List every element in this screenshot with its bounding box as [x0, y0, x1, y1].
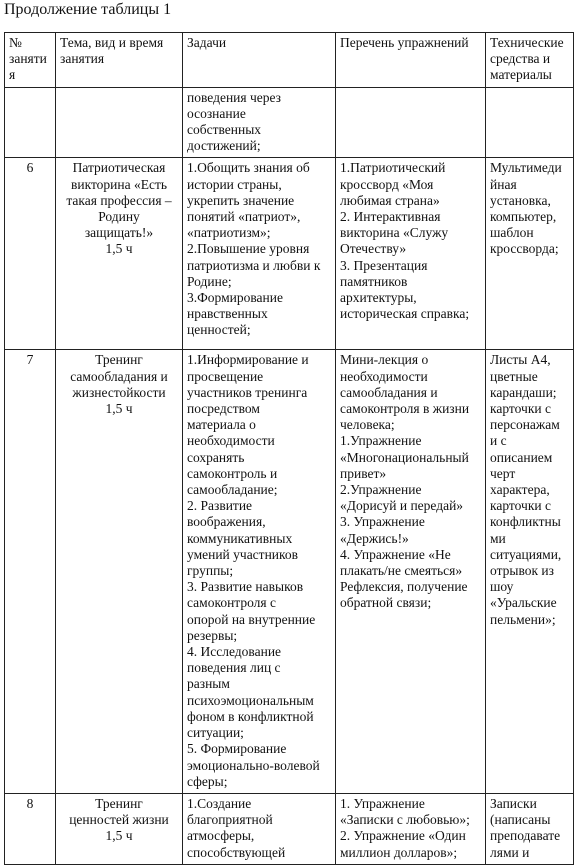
cell-line: плакать/не смеяться» [340, 563, 463, 579]
cell-line: разным [187, 676, 230, 692]
cell-line: Мини-лекция о [340, 352, 429, 368]
cell-line: 6 [26, 160, 34, 176]
cell-line: самоконтроль и [187, 465, 278, 481]
cell-num [5, 87, 56, 158]
cell-line: понятий «патриот», [187, 209, 301, 225]
cell-exercises [336, 350, 486, 793]
cell-line: архитектуры, [340, 290, 417, 306]
cell-line: 3. Развитие навыков [187, 579, 304, 595]
cell-line: «Записки с любовью»; [340, 812, 470, 828]
cell-line: характера, [490, 482, 550, 498]
cell-equipment [486, 158, 574, 350]
cell-line: участников тренинга [187, 384, 308, 400]
cell-line: самообладание; [187, 482, 278, 498]
cell-line: 2. Упражнение «Один [340, 828, 466, 844]
cell-equipment [486, 87, 574, 158]
cell-line: йная [490, 176, 517, 192]
cell-line: 3. Презентация [340, 257, 428, 273]
cell-line: 1.Информирование и [187, 352, 309, 368]
cell-line: викторина «Есть [70, 176, 168, 192]
cell-line: 3. Упражнение [340, 514, 425, 530]
cell-line: такая профессия – [66, 192, 172, 208]
lesson-table [4, 32, 574, 865]
cell-theme [56, 87, 183, 158]
cell-line: 5. Формирование [187, 741, 287, 757]
cell-line: самообладания и [70, 368, 168, 384]
cell-num [5, 793, 56, 864]
cell-line: патриотизма и любви к [187, 257, 321, 273]
cell-line: материала о [187, 417, 256, 433]
cell-line: обратной связи; [340, 595, 432, 611]
cell-line: любимая страна» [340, 192, 440, 208]
cell-line: карточки с [490, 401, 551, 417]
cell-line: кроссворда; [490, 241, 559, 257]
cell-line: эмоционально-волевой [187, 757, 320, 773]
cell-line: поведения лиц с [187, 660, 281, 676]
cell-line: описанием [490, 449, 553, 465]
cell-line: 4. Исследование [187, 644, 282, 660]
cell-line: собственных [187, 122, 262, 138]
cell-line: сферы; [187, 773, 228, 789]
cell-line: истории страны, [187, 176, 282, 192]
cell-line: карточки с [490, 498, 551, 514]
cell-tasks [183, 87, 336, 158]
cell-line: самообладания и [340, 384, 438, 400]
cell-line: укрепить значение [187, 192, 295, 208]
cell-line: Тренинг [95, 352, 143, 368]
cell-line: способствующей [187, 844, 286, 860]
cell-line: Перечень упражнений [340, 35, 469, 50]
cell-line: Листы А4, [490, 352, 551, 368]
cell-line: Рефлексия, получение [340, 579, 468, 595]
cell-line: 1. Упражнение [340, 795, 425, 811]
cell-line: просвещение [187, 368, 264, 384]
cell-line: № [9, 35, 22, 50]
cell-equipment [486, 793, 574, 864]
cell-tasks [183, 158, 336, 350]
cell-line: 4. Упражнение «Не [340, 546, 451, 562]
cell-line: установка, [490, 192, 551, 208]
cell-theme [56, 350, 183, 793]
cell-line: опорой на внутренние [187, 611, 316, 627]
cell-line: группы; [187, 563, 234, 579]
cell-line: историческая справка; [340, 306, 470, 322]
cell-line: умений участников [187, 546, 299, 562]
cell-line: атмосферы, [187, 828, 255, 844]
cell-line: необходимости [340, 368, 428, 384]
cell-line: Родине; [187, 273, 232, 289]
cell-exercises [336, 87, 486, 158]
cell-line: пельмени»; [490, 611, 556, 627]
cell-line: лями и [490, 844, 530, 860]
cell-line: Записки [490, 795, 537, 811]
cell-line: воображения, [187, 514, 266, 530]
cell-line: (написаны [490, 812, 551, 828]
cell-line: Отечеству» [340, 241, 407, 257]
cell-line: 1.Обощить знания об [187, 160, 310, 176]
cell-line: памятников [340, 273, 408, 289]
cell-line: ценностей жизни [69, 812, 169, 828]
table-header-row [5, 33, 574, 88]
header-theme [56, 33, 183, 88]
table-row [5, 158, 574, 350]
cell-line: 2. Интерактивная [340, 209, 441, 225]
header-num [5, 33, 56, 88]
cell-line: жизнестойкости [72, 384, 166, 400]
cell-line: 1,5 ч [105, 401, 133, 417]
cell-line: необходимости [187, 433, 275, 449]
cell-line: Мультимеди [490, 160, 562, 176]
cell-line: Задачи [187, 35, 227, 50]
table-caption: Продолжение таблицы 1 [4, 1, 172, 18]
cell-line: 7 [26, 352, 34, 368]
cell-tasks [183, 350, 336, 793]
cell-line: человека; [340, 417, 395, 433]
cell-line: ми [490, 530, 506, 546]
cell-line: отрывок из [490, 563, 554, 579]
cell-line: преподавате [490, 828, 561, 844]
cell-line: «Многонациональный [340, 449, 469, 465]
cell-line: Технические [490, 35, 564, 50]
table-row [5, 793, 574, 864]
cell-line: ценностей; [187, 322, 251, 338]
cell-line: 2.Повышение уровня [187, 241, 310, 257]
cell-line: средства и [490, 51, 551, 67]
cell-line: самоконтроля в жизни [340, 401, 470, 417]
cell-line: карандаши; [490, 384, 557, 400]
cell-line: персонажам [490, 417, 560, 433]
cell-tasks [183, 793, 336, 864]
header-exercises [336, 33, 486, 88]
cell-line: 1.Упражнение [340, 433, 422, 449]
cell-theme [56, 793, 183, 864]
cell-line: кроссворд «Моя [340, 176, 434, 192]
header-tasks [183, 33, 336, 88]
cell-line: посредством [187, 401, 260, 417]
cell-line: самоконтроля с [187, 595, 276, 611]
cell-line: осознание [187, 105, 246, 121]
cell-line: шоу [490, 579, 514, 595]
cell-num [5, 158, 56, 350]
cell-line: достижений; [187, 138, 261, 154]
cell-line: 1,5 ч [105, 828, 133, 844]
cell-line: конфликтны [490, 514, 561, 530]
cell-line: «Уральские [490, 595, 557, 611]
cell-num [5, 350, 56, 793]
cell-line: «патриотизм»; [187, 225, 271, 241]
cell-line: нравственных [187, 306, 268, 322]
cell-line: черт [490, 465, 516, 481]
cell-line: резервы; [187, 627, 238, 643]
cell-line: я [9, 67, 16, 83]
cell-theme [56, 158, 183, 350]
cell-line: 8 [26, 795, 34, 811]
cell-line: Патриотическая [72, 160, 166, 176]
cell-line: Тренинг [95, 795, 143, 811]
cell-line: фоном в конфликтной [187, 708, 314, 724]
cell-line: привет» [340, 465, 387, 481]
cell-line: «Дорисуй и передай» [340, 498, 464, 514]
cell-line: 3.Формирование [187, 290, 283, 306]
cell-exercises [336, 793, 486, 864]
cell-line: 2. Развитие [187, 498, 253, 514]
cell-equipment [486, 350, 574, 793]
cell-line: заняти [9, 51, 47, 67]
cell-line: материалы [490, 67, 552, 83]
header-equipment [486, 33, 574, 88]
cell-line: поведения через [187, 89, 281, 105]
cell-line: занятия [60, 51, 105, 67]
cell-line: благоприятной [187, 812, 273, 828]
table-row [5, 350, 574, 793]
cell-line: шаблон [490, 225, 534, 241]
cell-line: психоэмоциональным [187, 692, 314, 708]
cell-line: Родину [98, 209, 140, 225]
cell-line: защищать!» [84, 225, 154, 241]
cell-line: 1.Создание [187, 795, 252, 811]
cell-line: сохранять [187, 449, 245, 465]
cell-line: и с [490, 433, 507, 449]
cell-line: ситуациями, [490, 546, 562, 562]
cell-line: 1,5 ч [105, 241, 133, 257]
cell-line: 2.Упражнение [340, 482, 422, 498]
cell-line: компьютер, [490, 209, 557, 225]
cell-exercises [336, 158, 486, 350]
table-row [5, 87, 574, 158]
cell-line: ситуации; [187, 725, 244, 741]
cell-line: цветные [490, 368, 538, 384]
cell-line: коммуникативных [187, 530, 293, 546]
cell-line: Тема, вид и время [60, 35, 164, 50]
cell-line: миллион долларов»; [340, 844, 458, 860]
cell-line: 1.Патриотический [340, 160, 446, 176]
cell-line: «Держись!» [340, 530, 409, 546]
cell-line: викторина «Служу [340, 225, 449, 241]
